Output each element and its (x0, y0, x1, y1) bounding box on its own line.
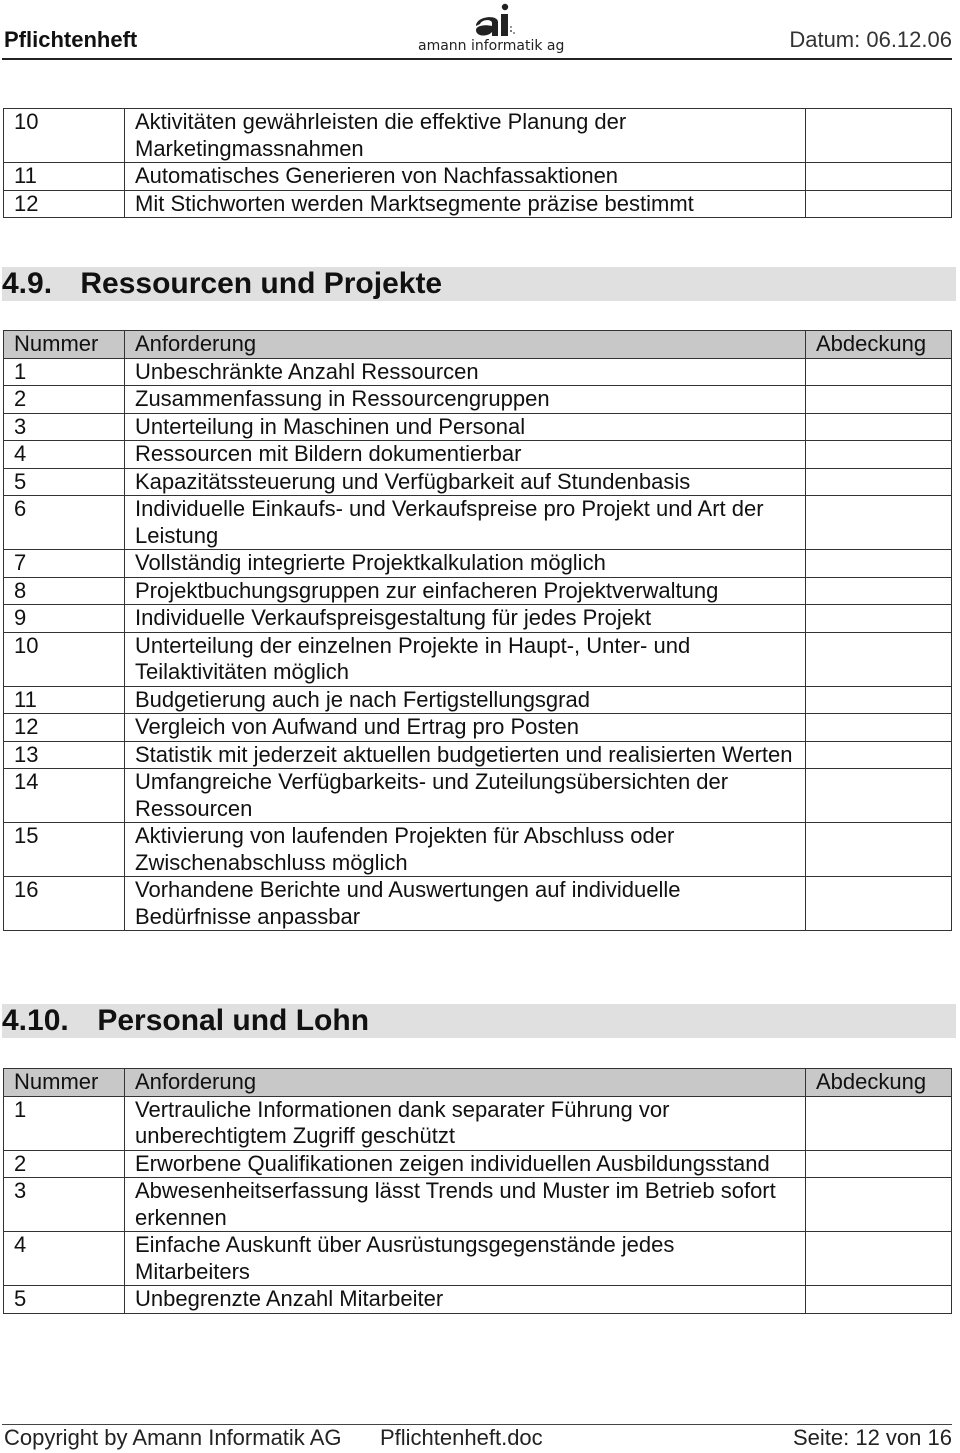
column-header-nummer: Nummer (4, 1069, 125, 1097)
company-logo (418, 2, 563, 56)
requirement-coverage (806, 877, 952, 931)
requirement-text: Vertrauliche Informationen dank separater Führung vor unberechtigtem Zugriff geschützt (125, 1096, 806, 1150)
requirement-coverage (806, 686, 952, 714)
column-header-anforderung: Anforderung (125, 331, 806, 359)
requirement-coverage (806, 413, 952, 441)
requirements-table-ressourcen (3, 330, 952, 931)
requirement-text: Aktivitäten gewährleisten die effektive Planung der Marketingmassnahmen (125, 109, 806, 163)
requirement-text: Automatisches Generieren von Nachfassaktionen (125, 163, 806, 191)
requirement-coverage (806, 358, 952, 386)
requirement-number: 10 (4, 109, 125, 163)
table-row (4, 496, 952, 550)
requirement-number: 12 (4, 714, 125, 742)
table-row (4, 741, 952, 769)
table-row (4, 632, 952, 686)
logo-mark-icon (418, 2, 563, 42)
table-row (4, 386, 952, 414)
section-number: 4.10. (2, 1004, 69, 1037)
requirement-number: 6 (4, 496, 125, 550)
requirement-coverage (806, 714, 952, 742)
requirement-number: 14 (4, 769, 125, 823)
section-heading-ressourcen (2, 267, 956, 301)
requirement-text: Statistik mit jederzeit aktuellen budgetierten und realisierten Werten (125, 741, 806, 769)
requirement-number: 2 (4, 1150, 125, 1178)
table-row (4, 823, 952, 877)
requirement-number: 5 (4, 468, 125, 496)
table-row (4, 190, 952, 218)
requirement-number: 16 (4, 877, 125, 931)
requirement-coverage (806, 550, 952, 578)
requirement-text: Mit Stichworten werden Marktsegmente präzise bestimmt (125, 190, 806, 218)
table-row (4, 1178, 952, 1232)
document-title: Pflichtenheft (4, 27, 138, 52)
section-title: Ressourcen und Projekte (80, 267, 443, 300)
table-row (4, 550, 952, 578)
requirement-text: Vergleich von Aufwand und Ertrag pro Posten (125, 714, 806, 742)
table-row (4, 605, 952, 633)
table-row (4, 877, 952, 931)
requirement-number: 3 (4, 1178, 125, 1232)
section-heading-personal (2, 1004, 956, 1038)
requirement-coverage (806, 1178, 952, 1232)
requirement-text: Unbeschränkte Anzahl Ressourcen (125, 358, 806, 386)
requirement-number: 2 (4, 386, 125, 414)
requirement-number: 10 (4, 632, 125, 686)
requirement-coverage (806, 386, 952, 414)
column-header-abdeckung: Abdeckung (806, 1069, 952, 1097)
requirement-coverage (806, 190, 952, 218)
requirement-coverage (806, 741, 952, 769)
table-row (4, 1096, 952, 1150)
table-row (4, 163, 952, 191)
requirement-coverage (806, 468, 952, 496)
requirement-text: Individuelle Einkaufs- und Verkaufspreise pro Projekt und Art der Leistung (125, 496, 806, 550)
requirements-table-marketing (3, 108, 952, 218)
table-row (4, 686, 952, 714)
requirement-text: Umfangreiche Verfügbarkeits- und Zuteilungsübersichten der Ressourcen (125, 769, 806, 823)
section-title: Personal und Lohn (97, 1004, 370, 1037)
footer-page-number: Seite: 12 von 16 (792, 1425, 952, 1450)
requirement-text: Abwesenheitserfassung lässt Trends und Muster im Betrieb sofort erkennen (125, 1178, 806, 1232)
requirement-number: 8 (4, 577, 125, 605)
table-row (4, 1150, 952, 1178)
requirement-text: Vollständig integrierte Projektkalkulation möglich (125, 550, 806, 578)
requirement-number: 11 (4, 686, 125, 714)
requirement-number: 11 (4, 163, 125, 191)
requirement-number: 1 (4, 1096, 125, 1150)
requirement-number: 7 (4, 550, 125, 578)
table-row (4, 577, 952, 605)
requirement-text: Unbegrenzte Anzahl Mitarbeiter (125, 1286, 806, 1314)
requirement-coverage (806, 1286, 952, 1314)
requirement-number: 3 (4, 413, 125, 441)
requirement-text: Unterteilung in Maschinen und Personal (125, 413, 806, 441)
logo-text: amann informatik ag (418, 38, 565, 54)
requirement-text: Ressourcen mit Bildern dokumentierbar (125, 441, 806, 469)
requirement-text: Zusammenfassung in Ressourcengruppen (125, 386, 806, 414)
requirement-coverage (806, 109, 952, 163)
requirement-text: Aktivierung von laufenden Projekten für Abschluss oder Zwischenabschluss möglich (125, 823, 806, 877)
table-row (4, 714, 952, 742)
requirement-number: 4 (4, 441, 125, 469)
requirement-number: 12 (4, 190, 125, 218)
column-header-anforderung: Anforderung (125, 1069, 806, 1097)
requirement-text: Projektbuchungsgruppen zur einfacheren Projektverwaltung (125, 577, 806, 605)
requirement-coverage (806, 632, 952, 686)
requirement-number: 4 (4, 1232, 125, 1286)
requirement-coverage (806, 1150, 952, 1178)
requirement-text: Vorhandene Berichte und Auswertungen auf individuelle Bedürfnisse anpassbar (125, 877, 806, 931)
requirement-text: Einfache Auskunft über Ausrüstungsgegenstände jedes Mitarbeiters (125, 1232, 806, 1286)
requirement-coverage (806, 769, 952, 823)
header-divider (2, 58, 952, 60)
requirement-number: 9 (4, 605, 125, 633)
requirement-coverage (806, 823, 952, 877)
requirement-text: Kapazitätssteuerung und Verfügbarkeit auf Stundenbasis (125, 468, 806, 496)
table-row (4, 769, 952, 823)
requirement-coverage (806, 1096, 952, 1150)
requirement-coverage (806, 605, 952, 633)
page-header (0, 0, 960, 60)
requirement-text: Erworbene Qualifikationen zeigen individuellen Ausbildungsstand (125, 1150, 806, 1178)
column-header-nummer: Nummer (4, 331, 125, 359)
table-row (4, 1232, 952, 1286)
requirement-text: Individuelle Verkaufspreisgestaltung für jedes Projekt (125, 605, 806, 633)
requirement-text: Budgetierung auch je nach Fertigstellungsgrad (125, 686, 806, 714)
requirement-coverage (806, 1232, 952, 1286)
table-row (4, 358, 952, 386)
table-row (4, 441, 952, 469)
requirement-number: 13 (4, 741, 125, 769)
requirement-coverage (806, 496, 952, 550)
requirements-table-personal (3, 1068, 952, 1314)
column-header-abdeckung: Abdeckung (806, 331, 952, 359)
requirement-text: Unterteilung der einzelnen Projekte in Haupt-, Unter- und Teilaktivitäten möglich (125, 632, 806, 686)
requirement-coverage (806, 441, 952, 469)
table-header-row (4, 331, 952, 359)
requirement-number: 5 (4, 1286, 125, 1314)
footer-copyright: Copyright by Amann Informatik AG (4, 1425, 342, 1450)
requirement-number: 15 (4, 823, 125, 877)
table-row (4, 413, 952, 441)
requirement-coverage (806, 577, 952, 605)
table-header-row (4, 1069, 952, 1097)
footer-filename: Pflichtenheft.doc (380, 1425, 543, 1450)
table-row (4, 1286, 952, 1314)
section-number: 4.9. (2, 267, 53, 300)
table-row (4, 468, 952, 496)
requirement-number: 1 (4, 358, 125, 386)
requirement-coverage (806, 163, 952, 191)
document-date: Datum: 06.12.06 (789, 27, 952, 52)
table-row (4, 109, 952, 163)
